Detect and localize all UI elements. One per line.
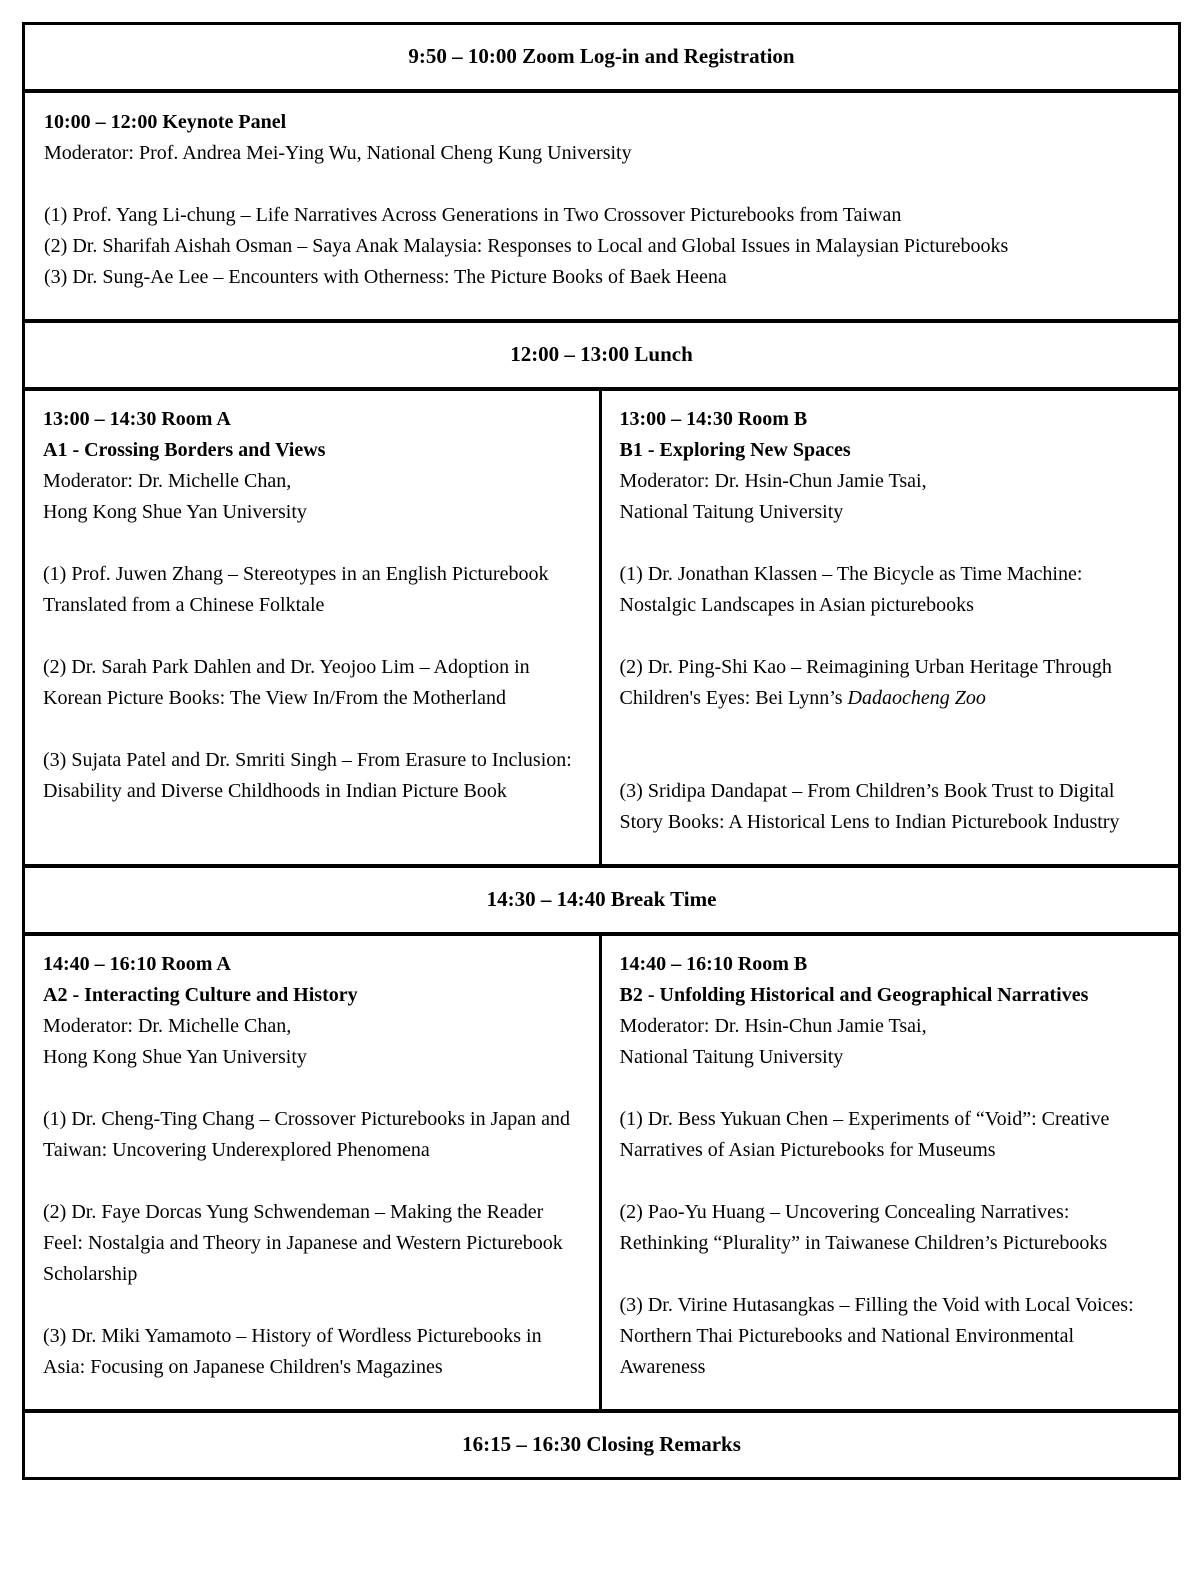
session2-room-b xyxy=(602,936,1179,1409)
agenda-item-text: (2) Dr. Ping-Shi Kao – Reimagining Urban Heritage Through Children's Eyes: Bei Lynn’s xyxy=(619,656,1112,709)
session-moderator-line2: National Taitung University xyxy=(619,1046,844,1068)
session1-room-b xyxy=(602,391,1179,864)
session-moderator-line2: Hong Kong Shue Yan University xyxy=(43,1046,307,1068)
spacer xyxy=(43,528,583,559)
agenda-item-text: (2) Dr. Sharifah Aishah Osman – Saya Anak Malaysia: Responses to Local and Global Issues in Malaysian Picturebooks xyxy=(44,235,1009,257)
registration-banner xyxy=(25,25,1178,93)
session-title: A2 - Interacting Culture and History xyxy=(43,984,358,1006)
spacer xyxy=(43,1290,583,1321)
keynote-section xyxy=(25,93,1178,323)
agenda-item xyxy=(43,559,583,621)
agenda-item xyxy=(43,1321,583,1383)
registration-banner-text: 9:50 – 10:00 Zoom Log-in and Registration xyxy=(408,44,795,68)
agenda-item-text: (1) Prof. Yang Li-chung – Life Narratives Across Generations in Two Crossover Picturebooks from Taiwan xyxy=(44,204,902,226)
agenda-item-text: (3) Dr. Virine Hutasangkas – Filling the Void with Local Voices: Northern Thai Picturebooks and National Environmental Awareness xyxy=(619,1294,1134,1378)
closing-banner-text: 16:15 – 16:30 Closing Remarks xyxy=(462,1432,741,1456)
agenda-item xyxy=(620,559,1163,621)
spacer xyxy=(620,1073,1163,1104)
spacer xyxy=(43,714,583,745)
spacer xyxy=(43,1073,583,1104)
agenda-item-text: (2) Dr. Faye Dorcas Yung Schwendeman – Making the Reader Feel: Nostalgia and Theory in Japanese and Western Picturebook Scholarship xyxy=(43,1201,563,1285)
session-moderator-line1: Moderator: Dr. Hsin-Chun Jamie Tsai, xyxy=(619,470,927,492)
session1-room-a xyxy=(25,391,602,864)
agenda-item-text: (1) Prof. Juwen Zhang – Stereotypes in an English Picturebook Translated from a Chinese Folktale xyxy=(43,563,549,616)
agenda-item-text: (3) Dr. Sung-Ae Lee – Encounters with Otherness: The Picture Books of Baek Heena xyxy=(44,266,727,288)
break-banner xyxy=(25,868,1178,936)
session-title: B1 - Exploring New Spaces xyxy=(619,439,851,461)
session-moderator-line2: Hong Kong Shue Yan University xyxy=(43,501,307,523)
session-title: B2 - Unfolding Historical and Geographical Narratives xyxy=(619,984,1089,1006)
agenda-item-book-title: Dadaocheng Zoo xyxy=(847,687,986,709)
spacer xyxy=(620,528,1163,559)
agenda-item-text: (2) Dr. Sarah Park Dahlen and Dr. Yeojoo Lim – Adoption in Korean Picture Books: The View In/From the Motherland xyxy=(43,656,530,709)
spacer xyxy=(620,1166,1163,1197)
agenda-item-text: (2) Pao-Yu Huang – Uncovering Concealing Narratives: Rethinking “Plurality” in Taiwanese Children’s Picturebooks xyxy=(619,1201,1108,1254)
session-moderator-line1: Moderator: Dr. Hsin-Chun Jamie Tsai, xyxy=(619,1015,927,1037)
lunch-banner xyxy=(25,323,1178,391)
session-time: 14:40 – 16:10 Room B xyxy=(619,953,808,975)
session2-room-a xyxy=(25,936,602,1409)
agenda-item xyxy=(620,652,1163,714)
agenda-item xyxy=(43,1197,583,1290)
agenda-item-text: (3) Sujata Patel and Dr. Smriti Singh – From Erasure to Inclusion: Disability and Diverse Childhoods in Indian Picture Book xyxy=(43,749,572,802)
lunch-banner-text: 12:00 – 13:00 Lunch xyxy=(510,342,693,366)
session-time: 13:00 – 14:30 Room B xyxy=(619,408,808,430)
agenda-item xyxy=(44,262,1158,293)
spacer xyxy=(43,621,583,652)
agenda-item xyxy=(620,1104,1163,1166)
spacer xyxy=(620,714,1163,745)
session-title: A1 - Crossing Borders and Views xyxy=(43,439,326,461)
keynote-moderator: Moderator: Prof. Andrea Mei-Ying Wu, National Cheng Kung University xyxy=(44,142,632,164)
keynote-title: 10:00 – 12:00 Keynote Panel xyxy=(44,111,287,133)
session1-row xyxy=(25,391,1178,868)
break-banner-text: 14:30 – 14:40 Break Time xyxy=(486,887,717,911)
agenda-item-text: (1) Dr. Bess Yukuan Chen – Experiments of “Void”: Creative Narratives of Asian Picturebooks for Museums xyxy=(619,1108,1110,1161)
session-moderator-line2: National Taitung University xyxy=(619,501,844,523)
spacer xyxy=(43,1166,583,1197)
agenda-item-text: (1) Dr. Cheng-Ting Chang – Crossover Picturebooks in Japan and Taiwan: Uncovering Underexplored Phenomena xyxy=(43,1108,570,1161)
agenda-item xyxy=(43,652,583,714)
agenda-item-text: (1) Dr. Jonathan Klassen – The Bicycle as Time Machine: Nostalgic Landscapes in Asian picturebooks xyxy=(619,563,1083,616)
agenda-item xyxy=(43,1104,583,1166)
session-time: 14:40 – 16:10 Room A xyxy=(43,953,231,975)
agenda-item xyxy=(620,1197,1163,1259)
agenda-item xyxy=(620,776,1163,838)
agenda-item-text: (3) Dr. Miki Yamamoto – History of Wordless Picturebooks in Asia: Focusing on Japanese Children's Magazines xyxy=(43,1325,542,1378)
session2-row xyxy=(25,936,1178,1413)
spacer xyxy=(620,745,1163,776)
agenda-item-text: (3) Sridipa Dandapat – From Children’s Book Trust to Digital Story Books: A Historical Lens to Indian Picturebook Industry xyxy=(619,780,1120,833)
session-time: 13:00 – 14:30 Room A xyxy=(43,408,231,430)
spacer xyxy=(44,169,1158,200)
session-moderator-line1: Moderator: Dr. Michelle Chan, xyxy=(43,1015,292,1037)
spacer xyxy=(620,1259,1163,1290)
schedule-table xyxy=(22,22,1181,1480)
closing-banner xyxy=(25,1413,1178,1477)
agenda-item xyxy=(44,231,1158,262)
spacer xyxy=(620,621,1163,652)
agenda-item xyxy=(43,745,583,807)
session-moderator-line1: Moderator: Dr. Michelle Chan, xyxy=(43,470,292,492)
agenda-item xyxy=(44,200,1158,231)
agenda-item xyxy=(620,1290,1163,1383)
